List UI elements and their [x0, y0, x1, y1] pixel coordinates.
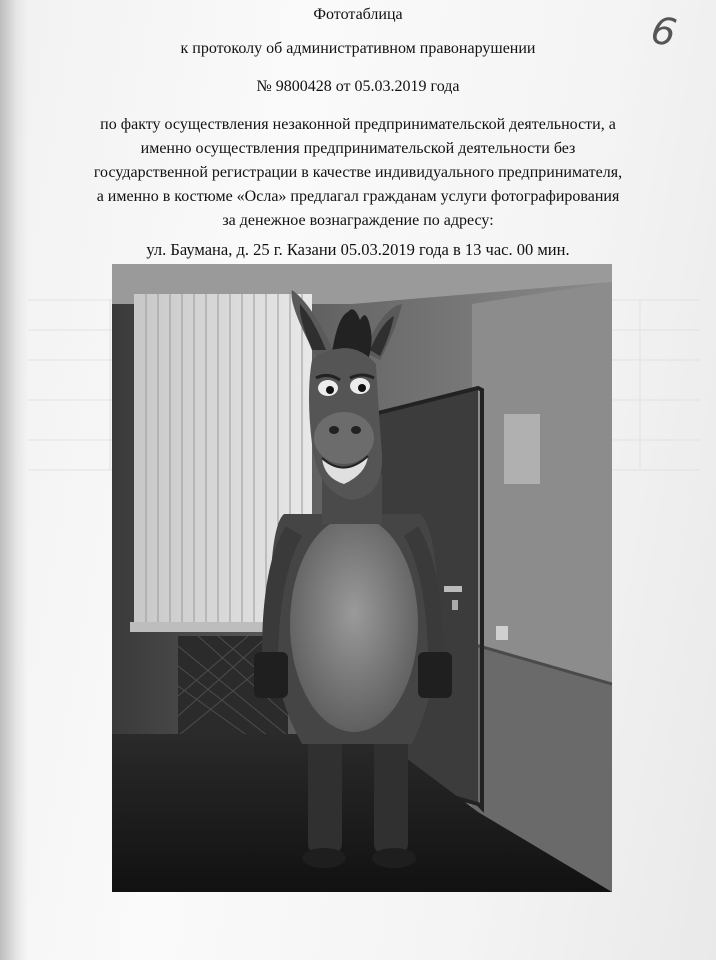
handwritten-page-number: 6 [647, 7, 681, 56]
body-line-1: по факту осуществления незаконной предпринимательской деятельности, а [100, 116, 616, 133]
body-line-2: именно осуществления предпринимательской деятельности без [140, 140, 576, 157]
document-title: Фототаблица [313, 6, 403, 23]
body-line-4: а именно в костюме «Осла» предлагал гражданам услуги фотографирования [96, 188, 620, 205]
body-line-3: государственной регистрации в качестве индивидуального предпринимателя, [93, 164, 623, 181]
protocol-number: № 9800428 от 05.03.2019 года [256, 78, 460, 95]
address-line: ул. Баумана, д. 25 г. Казани 05.03.2019 года в 13 час. 00 мин. [146, 240, 570, 259]
evidence-photo [112, 264, 612, 892]
protocol-reference: к протоколу об административном правонарушении [180, 40, 536, 57]
donkey-costume-photo [112, 264, 612, 892]
body-line-5: за денежное вознаграждение по адресу: [222, 212, 494, 229]
